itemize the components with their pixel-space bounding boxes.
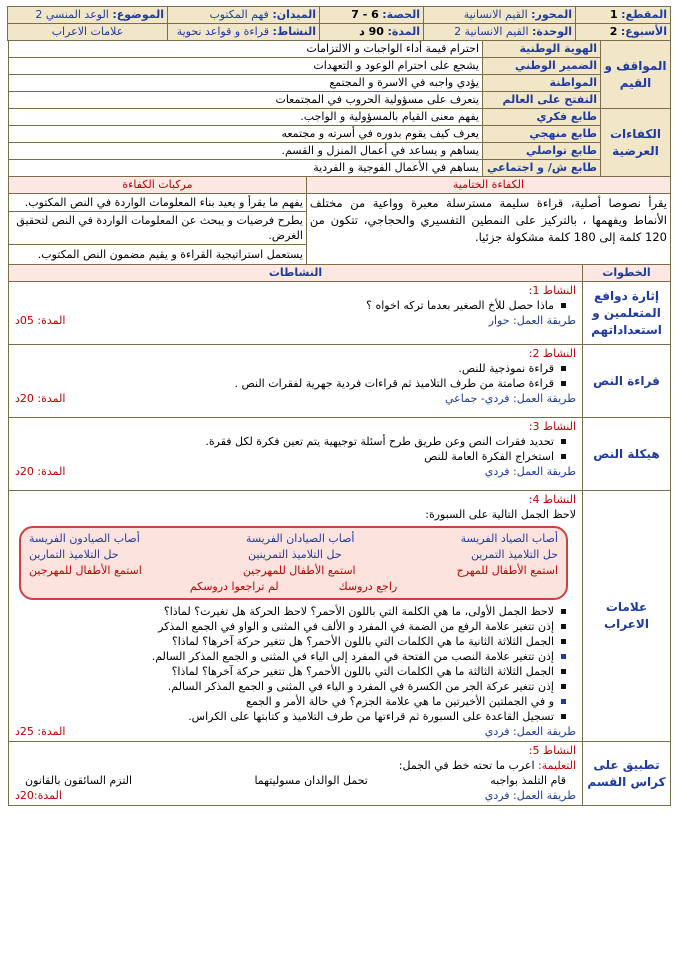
exercise-sentences xyxy=(15,773,576,788)
activity-row xyxy=(9,491,671,742)
competence-table xyxy=(8,176,671,265)
activity-item: إذن تتغير علامة النصب من الفتحة في المفرد إلى الياء في المثنى و الجمع المذكر السالم. xyxy=(15,649,554,664)
activity-list xyxy=(15,361,576,391)
board-sentence: استمع الأطفال للمهرجين xyxy=(242,564,356,577)
duration: المدة:20د xyxy=(15,789,62,802)
activity-row xyxy=(9,282,671,345)
value-name: الهوية الوطنية xyxy=(483,41,601,58)
activity-row xyxy=(9,345,671,418)
header-cell: المدة: 90 د xyxy=(320,24,424,41)
board-sentence: أصاب الصياد الفريسة xyxy=(460,532,558,545)
activity-footer xyxy=(15,788,576,803)
activities-header: النشاطات xyxy=(9,265,583,282)
value-text: احترام قيمة أداء الواجبات و الالتزامات xyxy=(9,41,483,58)
duration: المدة: 25د xyxy=(15,725,66,738)
activity-item: قراءة صامتة من طرف التلاميذ ثم قراءات فردية جهرية لفقرات النص . xyxy=(15,376,554,391)
header-cell: علامات الاعراب xyxy=(8,24,168,41)
activity-title: النشاط 3: xyxy=(528,420,576,433)
activity-item: استخراج الفكرة العامة للنص xyxy=(15,449,554,464)
competence-body-row xyxy=(9,194,671,265)
value-text: يتعرف على مسؤولية الحروب في المجتمعات xyxy=(9,92,483,109)
activity-item: لاحظ الجمل الأولى، ما هي الكلمة التي باللون الأحمر؟ لاحظ الحركة هل تغيرت؟ لماذا؟ xyxy=(15,604,554,619)
board-sentence: حل التلاميذ التمارين xyxy=(29,548,119,561)
activity-body xyxy=(9,418,583,491)
board-row xyxy=(29,531,558,547)
activity-step: قراءة النص xyxy=(583,345,671,418)
activity-step: هيكلة النص xyxy=(583,418,671,491)
activity-title: النشاط 1: xyxy=(528,284,576,297)
duration: المدة: 20د xyxy=(15,392,66,405)
skills-row xyxy=(9,160,671,177)
header-cell: الموضوع: الوعد المنسي 2 xyxy=(8,7,168,24)
skill-name: طابع تواصلي xyxy=(483,143,601,160)
value-name: التفتح على العالم xyxy=(483,92,601,109)
work-method: طريقة العمل: فردي xyxy=(484,725,576,738)
header-cell: الوحدة: القيم الانسانية 2 xyxy=(424,24,576,41)
header-row-2 xyxy=(8,24,671,41)
final-competence-text: يقرأ نصوصا أصلية، قراءة سليمة مسترسلة معبرة وواعية من مختلف الأنماط ويفهمها ، بالتركيز على النمطين التفسيري والحجاجي، تتكون من 120 كلمة إلى 180 كلمة مشكولة جزئيا. xyxy=(306,194,670,265)
activity-footer xyxy=(15,313,576,328)
skills-row xyxy=(9,126,671,143)
values-row xyxy=(9,75,671,92)
board-row xyxy=(29,563,558,579)
value-name: المواطنة xyxy=(483,75,601,92)
activity-footer xyxy=(15,724,576,739)
board-row xyxy=(29,547,558,563)
values-row xyxy=(9,58,671,75)
work-method: طريقة العمل: حوار xyxy=(488,314,576,327)
board-row xyxy=(29,579,558,595)
component-item: يطرح فرضيات و يبحث عن المعلومات الواردة في النص لتحقيق الغرض. xyxy=(9,212,306,245)
exercise-sentence: التزم السائقون بالقانون xyxy=(25,774,133,787)
board-sentence: أصاب الصيادان الفريسة xyxy=(245,532,355,545)
duration: المدة: 05د xyxy=(15,314,66,327)
header-cell: الأسبوع: 2 xyxy=(576,24,671,41)
board-sentence: استمع الأطفال للمهرج xyxy=(456,564,558,577)
activities-header-row xyxy=(9,265,671,282)
activity-item: تسجيل القاعدة على السبورة ثم قراءتها من طرف التلاميذ و كتابتها على الكراس. xyxy=(15,709,554,724)
blackboard-box xyxy=(19,526,568,600)
lesson-plan xyxy=(8,6,671,806)
activity-item: قراءة نموذجية للنص. xyxy=(15,361,554,376)
board-sentence: لم تراجعوا دروسكم xyxy=(189,580,279,593)
skills-row xyxy=(9,109,671,126)
header-cell: المقطع: 1 xyxy=(576,7,671,24)
competence-header-row xyxy=(9,177,671,194)
exercise-sentence: تحمل الوالدان مسوليتهما xyxy=(254,774,368,787)
activity-list xyxy=(15,434,576,464)
board-sentence: حل التلاميذ التمرين xyxy=(471,548,558,561)
skill-text: يعرف كيف يقوم بدوره في أسرته و مجتمعه xyxy=(9,126,483,143)
value-text: يشجع على احترام الوعود و التعهدات xyxy=(9,58,483,75)
final-competence-title: الكفاءة الختامية xyxy=(306,177,670,194)
activity-footer xyxy=(15,391,576,406)
activity-body xyxy=(9,491,583,742)
activity-body xyxy=(9,742,583,806)
components-cell xyxy=(9,194,307,265)
values-skills-table xyxy=(8,40,671,177)
instruction-line xyxy=(15,758,576,773)
instruction-text: اعرب ما تحته خط في الجمل: xyxy=(398,759,535,772)
activity-title: النشاط 4: xyxy=(528,493,576,506)
activity-step: علامات الاعراب xyxy=(583,491,671,742)
work-method: طريقة العمل: فردي xyxy=(484,789,576,802)
values-row xyxy=(9,92,671,109)
duration: المدة: 20د xyxy=(15,465,66,478)
value-name: الضمير الوطني xyxy=(483,58,601,75)
activity-step: إثارة دوافع المتعلمين و استعداداتهم xyxy=(583,282,671,345)
skills-row xyxy=(9,143,671,160)
skills-side-label: الكفاءات العرضية xyxy=(601,109,671,177)
activity-body xyxy=(9,282,583,345)
steps-header: الخطوات xyxy=(583,265,671,282)
activity-item: تحديد فقرات النص وعن طريق طرح أسئلة توجيهية يتم تعين فكرة لكل فقرة. xyxy=(15,434,554,449)
activity-item: إذن تتغير عركة الجر من الكسرة في المفرد و الياء في المثنى و الجمع المذكر السالم. xyxy=(15,679,554,694)
competence-components-title: مركبات الكفاءة xyxy=(9,177,307,194)
activity-list xyxy=(15,298,576,313)
activity-body xyxy=(9,345,583,418)
work-method: طريقة العمل: فردي- جماعي xyxy=(445,392,576,405)
skill-text: يفهم معنى القيام بالمسؤولية و الواجب. xyxy=(9,109,483,126)
board-sentence: راجع دروسك xyxy=(338,580,398,593)
activity-item: و في الجملتين الأخيرتين ما هي علامة الجزم؟ في حالة الأمر و الجمع xyxy=(15,694,554,709)
header-cell: الحصة: 6 - 7 xyxy=(320,7,424,24)
skill-text: يساهم و يساعد في أعمال المنزل و القسم. xyxy=(9,143,483,160)
activity-item: إذن تتغير علامة الرفع من الضمة في المفرد و الألف في المثنى و الواو في الجمع المذكر xyxy=(15,619,554,634)
board-sentence: أصاب الصيادون الفريسة xyxy=(29,532,140,545)
activity-footer xyxy=(15,464,576,479)
values-row xyxy=(9,41,671,58)
header-cell: المحور: القيم الانسانية xyxy=(424,7,576,24)
activity-intro: لاحظ الجمل التالية على السبورة: xyxy=(425,508,576,521)
activity-row xyxy=(9,742,671,806)
activity-step: تطبيق على كراس القسم xyxy=(583,742,671,806)
activity-item: ماذا حصل للأخ الصغير بعدما تركه اخواه ؟ xyxy=(15,298,554,313)
header-table xyxy=(7,6,671,41)
work-method: طريقة العمل: فردي xyxy=(484,465,576,478)
activity-row xyxy=(9,418,671,491)
component-item: يفهم ما يقرأ و يعيد بناء المعلومات الواردة في النص المكتوب. xyxy=(9,194,306,212)
activity-item: الجمل الثلاثة الثانية ما هي الكلمات التي باللون الأحمر؟ هل تتغير حركة آخرها؟ لماذا؟ xyxy=(15,634,554,649)
activities-table xyxy=(8,264,671,806)
board-sentence: استمع الأطفال للمهرجين xyxy=(29,564,142,577)
value-text: يؤدي واجبه في الاسرة و المجتمع xyxy=(9,75,483,92)
instruction-label: التعليمة: xyxy=(538,759,576,772)
skill-name: طابع ش/ و اجتماعي xyxy=(483,160,601,177)
skill-name: طابع فكري xyxy=(483,109,601,126)
activity-list xyxy=(15,604,576,724)
activity-title: النشاط 5: xyxy=(528,744,576,757)
values-side-label: المواقف و القيم xyxy=(601,41,671,109)
board-sentence: حل التلاميذ التمرينين xyxy=(247,548,342,561)
component-item: يستعمل استراتيجية القراءة و يقيم مضمون النص المكتوب. xyxy=(37,248,303,261)
skill-text: يساهم في الأعمال الفوجية و الفردية xyxy=(9,160,483,177)
activity-item: الجمل الثلاثة الثالثة ما هي الكلمات التي باللون الأحمر؟ هل تتغير حركة آخرها؟ لماذا؟ xyxy=(15,664,554,679)
header-cell: الميدان: فهم المكتوب xyxy=(168,7,320,24)
skill-name: طابع منهجي xyxy=(483,126,601,143)
header-row-1 xyxy=(8,7,671,24)
activity-title: النشاط 2: xyxy=(528,347,576,360)
header-cell: النشاط: قراءة و قواعد نحوية xyxy=(168,24,320,41)
exercise-sentence: قام التلمذ بواجبه xyxy=(490,774,566,787)
